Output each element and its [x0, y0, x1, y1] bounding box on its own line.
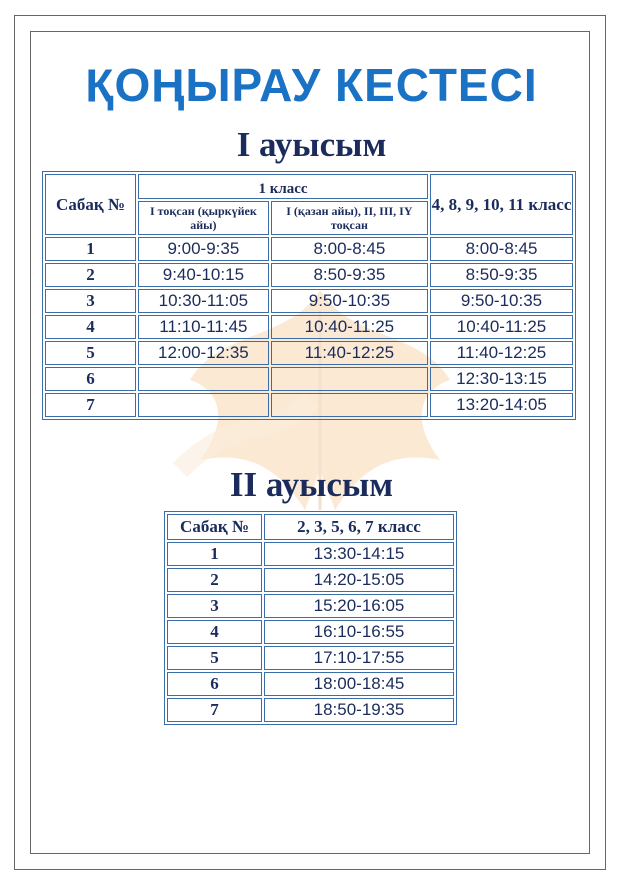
- shift2-table: [164, 511, 457, 725]
- table-row: [167, 646, 454, 670]
- grade1-rest-time: 8:50-9:35: [271, 263, 428, 287]
- senior-time: 8:00-8:45: [430, 237, 573, 261]
- table-row: [45, 315, 573, 339]
- lesson-time: 16:10-16:55: [264, 620, 454, 644]
- grade1-q1-header: І тоқсан (қыркүйек айы): [138, 201, 269, 235]
- grade1-rest-time: 10:40-11:25: [271, 315, 428, 339]
- senior-time: 11:40-12:25: [430, 341, 573, 365]
- senior-grades-header: 4, 8, 9, 10, 11 класс: [430, 174, 573, 235]
- lesson-number: 3: [167, 594, 262, 618]
- lesson-number: 6: [167, 672, 262, 696]
- lesson-number: 6: [45, 367, 136, 391]
- table-row: [45, 341, 573, 365]
- grades-header: 2, 3, 5, 6, 7 класс: [264, 514, 454, 540]
- senior-time: 8:50-9:35: [430, 263, 573, 287]
- grade1-rest-header: І (қазан айы), ІІ, ІІІ, ІҮ тоқсан: [271, 201, 428, 235]
- lesson-number: 2: [167, 568, 262, 592]
- lesson-time: 17:10-17:55: [264, 646, 454, 670]
- table-row: [167, 568, 454, 592]
- grade1-q1-time: 10:30-11:05: [138, 289, 269, 313]
- lesson-number-header: Сабақ №: [45, 174, 136, 235]
- table-row: [45, 367, 573, 391]
- table-row: [45, 393, 573, 417]
- grade1-rest-time: 9:50-10:35: [271, 289, 428, 313]
- lesson-number: 1: [167, 542, 262, 566]
- senior-time: 9:50-10:35: [430, 289, 573, 313]
- lesson-number: 7: [45, 393, 136, 417]
- lesson-number: 5: [45, 341, 136, 365]
- lesson-time: 14:20-15:05: [264, 568, 454, 592]
- lesson-number: 3: [45, 289, 136, 313]
- page-title: ҚОҢЫРАУ КЕСТЕСІ: [85, 59, 538, 111]
- lesson-number: 1: [45, 237, 136, 261]
- lesson-number: 5: [167, 646, 262, 670]
- lesson-time: 18:50-19:35: [264, 698, 454, 722]
- lesson-time: 15:20-16:05: [264, 594, 454, 618]
- shift1-table: [42, 171, 576, 420]
- lesson-number-header: Сабақ №: [167, 514, 262, 540]
- lesson-number: 4: [45, 315, 136, 339]
- lesson-time: 18:00-18:45: [264, 672, 454, 696]
- table-row: [167, 542, 454, 566]
- table-row: [45, 263, 573, 287]
- table-row: [45, 237, 573, 261]
- grade1-rest-time: 8:00-8:45: [271, 237, 428, 261]
- grade1-q1-time: [138, 367, 269, 391]
- grade1-q1-time: 12:00-12:35: [138, 341, 269, 365]
- grade1-rest-time: 11:40-12:25: [271, 341, 428, 365]
- table-row: [167, 620, 454, 644]
- table-row: [167, 698, 454, 722]
- table-row: [45, 289, 573, 313]
- senior-time: 12:30-13:15: [430, 367, 573, 391]
- grade1-rest-time: [271, 367, 428, 391]
- lesson-number: 7: [167, 698, 262, 722]
- table-row: [167, 594, 454, 618]
- grade1-q1-time: 11:10-11:45: [138, 315, 269, 339]
- lesson-time: 13:30-14:15: [264, 542, 454, 566]
- table-row: [167, 672, 454, 696]
- shift2-title: ІІ ауысым: [229, 465, 394, 504]
- grade1-rest-time: [271, 393, 428, 417]
- grade1-q1-time: 9:00-9:35: [138, 237, 269, 261]
- grade1-q1-time: 9:40-10:15: [138, 263, 269, 287]
- lesson-number: 2: [45, 263, 136, 287]
- shift1-title: І ауысым: [236, 125, 387, 164]
- grade1-q1-time: [138, 393, 269, 417]
- senior-time: 10:40-11:25: [430, 315, 573, 339]
- lesson-number: 4: [167, 620, 262, 644]
- grade1-header: 1 класс: [138, 174, 428, 199]
- senior-time: 13:20-14:05: [430, 393, 573, 417]
